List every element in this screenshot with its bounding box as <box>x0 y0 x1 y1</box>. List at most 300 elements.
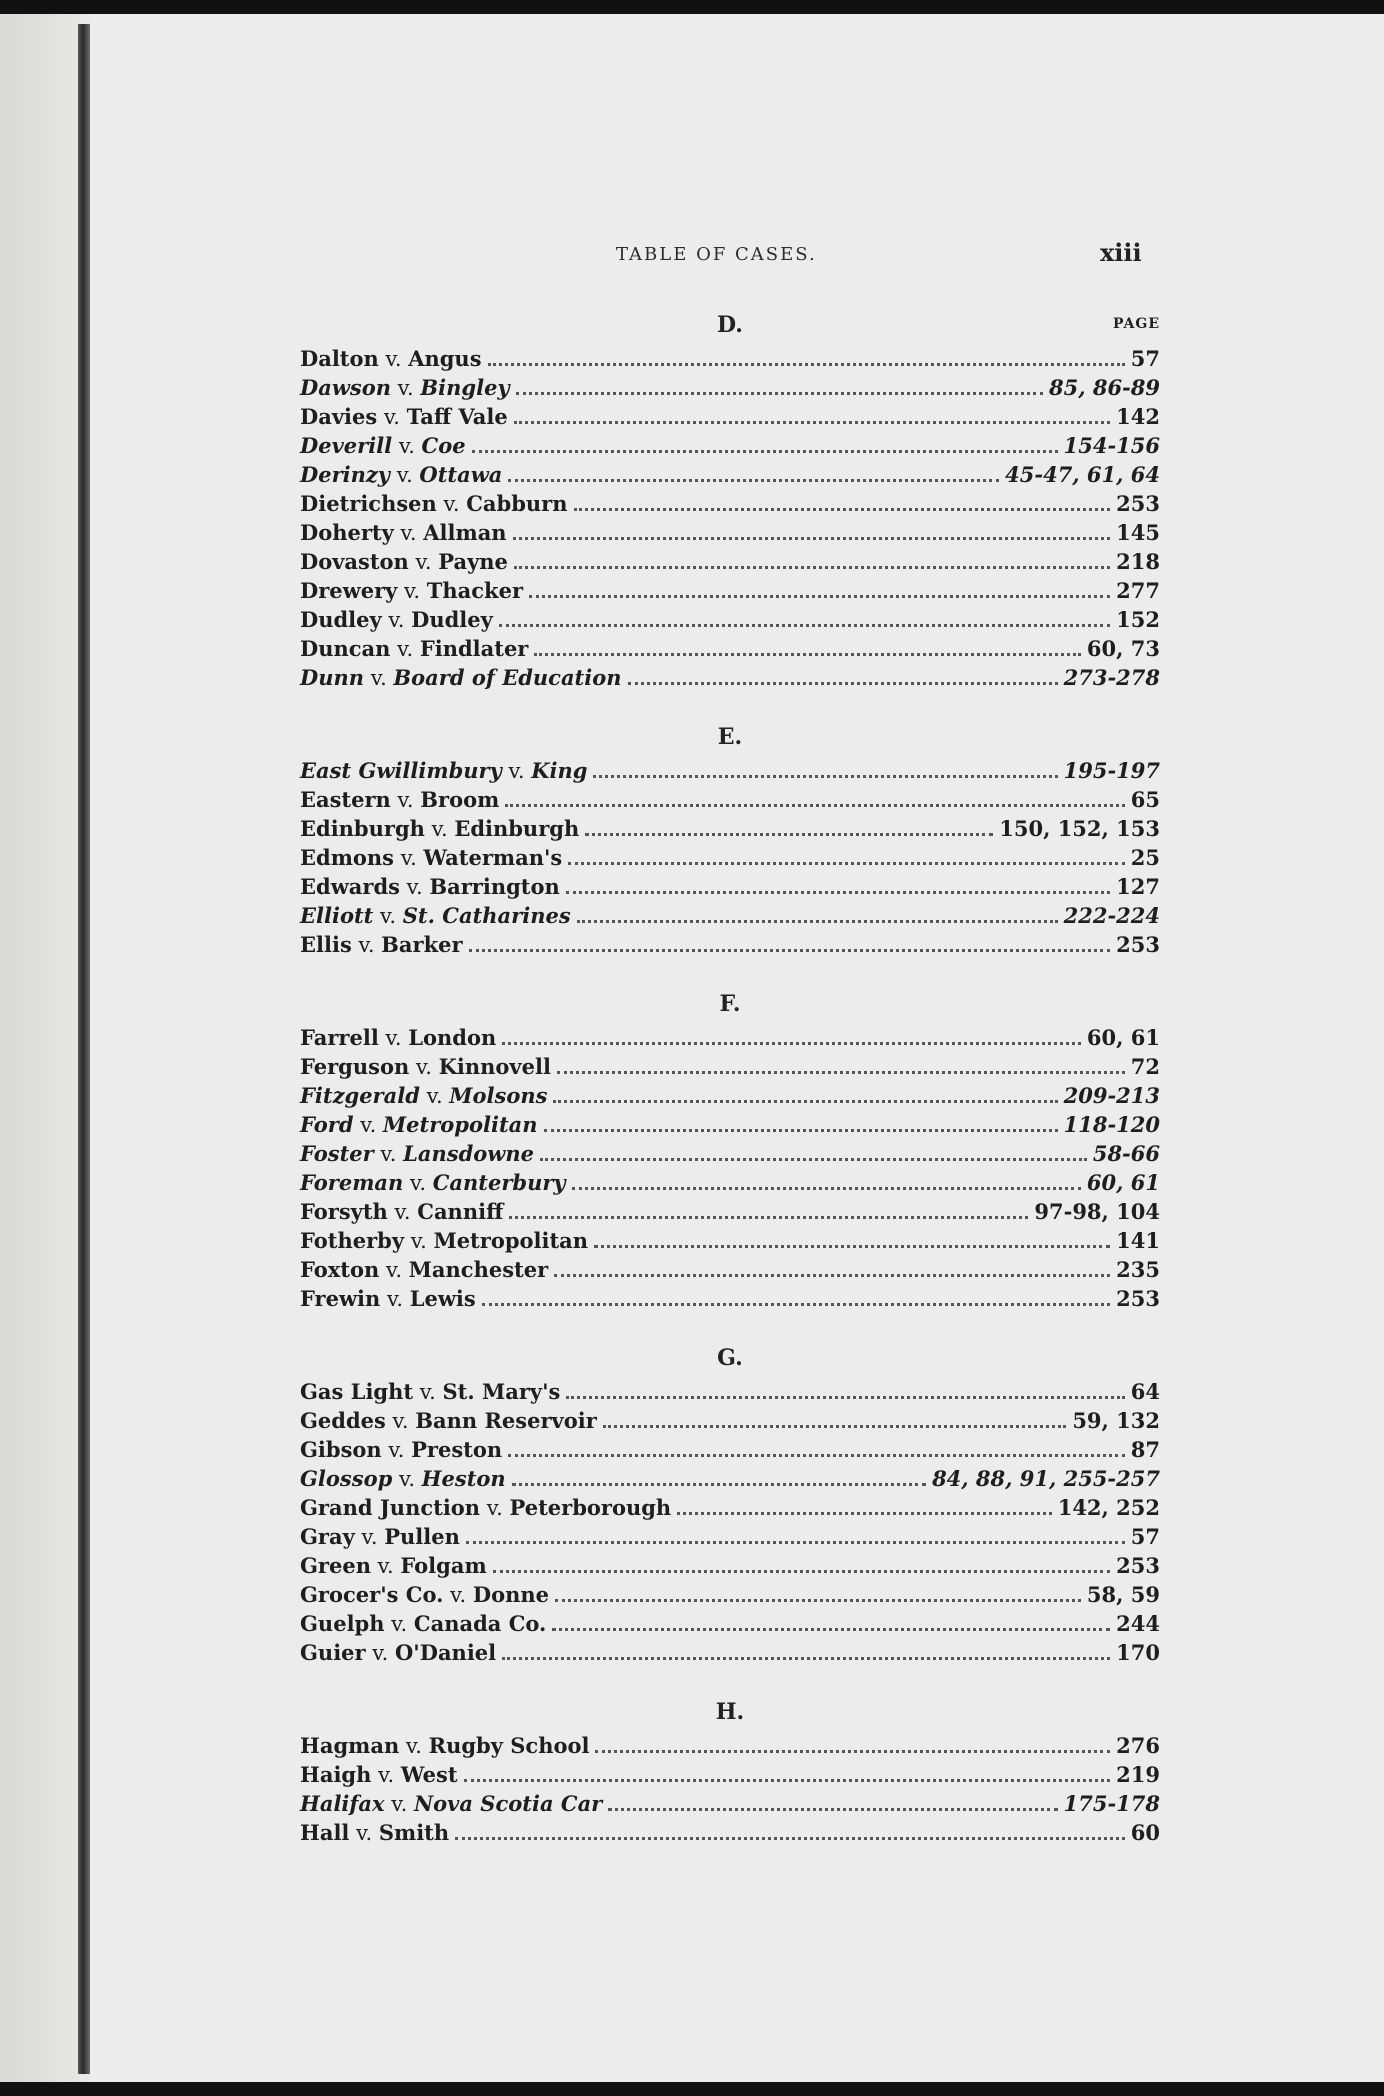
page-references: 57 <box>1130 346 1160 371</box>
plaintiff: East Gwillimbury <box>300 758 502 783</box>
page-references: 45-47, 61, 64 <box>1005 462 1160 487</box>
case-name <box>300 1580 549 1610</box>
section-heading: E. <box>717 724 743 750</box>
versus: v. <box>390 788 421 812</box>
dot-leader <box>603 1425 1067 1428</box>
versus: v. <box>391 376 421 400</box>
case-name <box>300 634 528 664</box>
defendant: Angus <box>408 346 482 371</box>
versus: v. <box>380 1287 410 1311</box>
defendant: Board of Education <box>393 665 622 690</box>
page-references: 141 <box>1116 1228 1160 1253</box>
defendant: Payne <box>438 549 508 574</box>
versus: v. <box>393 521 424 545</box>
case-entry <box>300 1760 1160 1789</box>
case-name <box>300 518 507 548</box>
defendant: Findlater <box>419 636 529 661</box>
case-name <box>300 1377 560 1407</box>
dot-leader <box>572 1187 1081 1190</box>
case-entry <box>300 1522 1160 1551</box>
dot-leader <box>608 1808 1057 1811</box>
page-references: 235 <box>1116 1257 1160 1282</box>
case-name <box>300 605 493 635</box>
defendant: Lewis <box>409 1286 476 1311</box>
case-name <box>300 402 508 432</box>
dot-leader <box>574 508 1111 511</box>
case-entry <box>300 1255 1160 1284</box>
plaintiff: Derinzy <box>300 462 391 487</box>
case-name <box>300 1406 597 1436</box>
versus: v. <box>403 1171 433 1195</box>
defendant: Thacker <box>426 578 524 603</box>
defendant: Waterman's <box>423 845 563 870</box>
case-entry <box>300 1580 1160 1609</box>
versus: v. <box>399 1734 429 1758</box>
case-name <box>300 843 562 873</box>
dot-leader <box>593 775 1057 778</box>
plaintiff: Ford <box>300 1112 354 1137</box>
table-of-cases <box>300 310 1160 1877</box>
case-name <box>300 1023 496 1053</box>
versus: v. <box>371 1554 401 1578</box>
page-references: 142 <box>1116 404 1160 429</box>
plaintiff: Eastern <box>300 787 391 812</box>
defendant: King <box>531 758 588 783</box>
versus: v. <box>349 1821 379 1845</box>
plaintiff: Glossop <box>300 1466 393 1491</box>
versus: v. <box>371 1763 401 1787</box>
versus: v. <box>392 1467 422 1491</box>
case-entry <box>300 814 1160 843</box>
case-entry <box>300 756 1160 785</box>
plaintiff: Dalton <box>300 346 379 371</box>
plaintiff: Davies <box>300 404 378 429</box>
page-references: 209-213 <box>1063 1083 1160 1108</box>
page-references: 218 <box>1116 549 1160 574</box>
case-list <box>300 756 1160 959</box>
versus: v. <box>381 1438 412 1462</box>
case-entry <box>300 1284 1160 1313</box>
plaintiff: Frewin <box>300 1286 381 1311</box>
page-references: 85, 86-89 <box>1048 375 1160 400</box>
dot-leader <box>508 479 999 482</box>
versus: v. <box>419 1084 450 1108</box>
case-entry <box>300 1551 1160 1580</box>
case-name <box>300 489 568 519</box>
case-entry <box>300 431 1160 460</box>
page-references: 118-120 <box>1063 1112 1160 1137</box>
section-heading: H. <box>715 1699 745 1725</box>
plaintiff: Halifax <box>300 1791 385 1816</box>
dot-leader <box>502 1657 1110 1660</box>
case-name <box>300 1197 503 1227</box>
case-name <box>300 431 466 461</box>
page-references: 25 <box>1130 845 1160 870</box>
versus: v. <box>436 492 467 516</box>
case-name <box>300 1493 671 1523</box>
dot-leader <box>553 1100 1057 1103</box>
versus: v. <box>354 1525 385 1549</box>
plaintiff: Fotherby <box>300 1228 405 1253</box>
case-entry <box>300 1464 1160 1493</box>
case-name <box>300 1284 476 1314</box>
plaintiff: Grand Junction <box>300 1495 481 1520</box>
case-entry <box>300 663 1160 692</box>
case-entry <box>300 634 1160 663</box>
case-entry <box>300 1168 1160 1197</box>
dot-leader <box>488 363 1125 366</box>
dot-leader <box>628 682 1058 685</box>
case-name <box>300 1731 589 1761</box>
case-name <box>300 663 622 693</box>
page-references: 59, 132 <box>1072 1408 1160 1433</box>
page-references: 253 <box>1116 932 1160 957</box>
case-entry <box>300 1023 1160 1052</box>
versus: v. <box>443 1583 473 1607</box>
page-references: 273-278 <box>1063 665 1160 690</box>
case-entry <box>300 576 1160 605</box>
case-entry <box>300 547 1160 576</box>
dot-leader <box>544 1129 1058 1132</box>
book-page <box>0 14 1384 2082</box>
defendant: St. Mary's <box>442 1379 561 1404</box>
plaintiff: Foreman <box>300 1170 404 1195</box>
section-f <box>300 989 1160 1313</box>
plaintiff: Dudley <box>300 607 382 632</box>
defendant: Molsons <box>449 1083 548 1108</box>
versus: v. <box>390 463 420 487</box>
versus: v. <box>373 904 403 928</box>
defendant: Donne <box>472 1582 549 1607</box>
defendant: St. Catharines <box>402 903 571 928</box>
defendant: Canterbury <box>432 1170 566 1195</box>
dot-leader <box>505 804 1124 807</box>
defendant: Allman <box>423 520 507 545</box>
versus: v. <box>397 579 427 603</box>
page-references: 87 <box>1130 1437 1160 1462</box>
defendant: Kinnovell <box>438 1054 551 1079</box>
plaintiff: Hagman <box>300 1733 400 1758</box>
case-entry <box>300 1638 1160 1667</box>
case-name <box>300 872 560 902</box>
case-name <box>300 1464 506 1494</box>
page-references: 58, 59 <box>1086 1582 1160 1607</box>
plaintiff: Foster <box>300 1141 374 1166</box>
dot-leader <box>499 624 1110 627</box>
page-references: 152 <box>1116 607 1160 632</box>
page-references: 277 <box>1116 578 1160 603</box>
case-name <box>300 547 508 577</box>
versus: v. <box>399 875 430 899</box>
page-references: 219 <box>1116 1762 1160 1787</box>
dot-leader <box>466 1541 1125 1544</box>
case-entry <box>300 373 1160 402</box>
versus: v. <box>378 1026 409 1050</box>
plaintiff: Grocer's Co. <box>300 1582 444 1607</box>
case-entry <box>300 344 1160 373</box>
dot-leader <box>577 920 1058 923</box>
plaintiff: Edwards <box>300 874 400 899</box>
versus: v. <box>394 846 424 870</box>
defendant: Bann Reservoir <box>415 1408 597 1433</box>
page-references: 97-98, 104 <box>1034 1199 1160 1224</box>
versus: v. <box>390 637 420 661</box>
dot-leader <box>555 1599 1081 1602</box>
defendant: London <box>408 1025 497 1050</box>
plaintiff: Duncan <box>300 636 391 661</box>
case-entry <box>300 1377 1160 1406</box>
case-name <box>300 1255 548 1285</box>
versus: v. <box>409 1055 439 1079</box>
dot-leader <box>534 653 1081 656</box>
case-entry <box>300 1731 1160 1760</box>
case-name <box>300 1435 502 1465</box>
defendant: Canniff <box>417 1199 504 1224</box>
case-name <box>300 1789 602 1819</box>
dot-leader <box>585 833 993 836</box>
defendant: Barker <box>381 932 463 957</box>
page-references: 253 <box>1116 491 1160 516</box>
page-references: 244 <box>1116 1611 1160 1636</box>
defendant: Manchester <box>408 1257 549 1282</box>
defendant: Dudley <box>411 607 493 632</box>
defendant: West <box>400 1762 458 1787</box>
section-e <box>300 722 1160 959</box>
page-references: 127 <box>1116 874 1160 899</box>
versus: v. <box>353 1113 383 1137</box>
case-entry <box>300 518 1160 547</box>
case-name <box>300 930 463 960</box>
dot-leader <box>554 1274 1110 1277</box>
page-references: 170 <box>1116 1640 1160 1665</box>
versus: v. <box>424 817 455 841</box>
dot-leader <box>677 1512 1052 1515</box>
case-entry <box>300 1818 1160 1847</box>
case-entry <box>300 605 1160 634</box>
versus: v. <box>413 1380 443 1404</box>
defendant: Pullen <box>384 1524 460 1549</box>
page-references: 150, 152, 153 <box>999 816 1160 841</box>
defendant: Coe <box>421 433 466 458</box>
page-references: 175-178 <box>1063 1791 1160 1816</box>
plaintiff: Gray <box>300 1524 355 1549</box>
case-name <box>300 1551 487 1581</box>
section-heading: F. <box>719 991 741 1017</box>
dot-leader <box>514 421 1110 424</box>
case-name <box>300 901 571 931</box>
case-entry <box>300 1139 1160 1168</box>
plaintiff: Geddes <box>300 1408 386 1433</box>
case-entry <box>300 1789 1160 1818</box>
page-references: 58-66 <box>1092 1141 1160 1166</box>
page-references: 145 <box>1116 520 1160 545</box>
dot-leader <box>516 392 1043 395</box>
dot-leader <box>482 1303 1110 1306</box>
case-name <box>300 1760 458 1790</box>
running-head: TABLE OF CASES. <box>616 244 817 265</box>
dot-leader <box>455 1837 1125 1840</box>
defendant: Bingley <box>420 375 510 400</box>
page-column-label: PAGE <box>1113 316 1160 332</box>
page-references: 142, 252 <box>1057 1495 1160 1520</box>
versus: v. <box>373 1142 404 1166</box>
case-entry <box>300 1435 1160 1464</box>
case-entry <box>300 1110 1160 1139</box>
plaintiff: Dovaston <box>300 549 409 574</box>
dot-leader <box>514 566 1110 569</box>
case-name <box>300 756 587 786</box>
case-name <box>300 814 579 844</box>
case-name <box>300 1081 547 1111</box>
section-d <box>300 310 1160 692</box>
case-name <box>300 1226 588 1256</box>
case-entry <box>300 402 1160 431</box>
defendant: Taff Vale <box>406 404 508 429</box>
page-references: 222-224 <box>1063 903 1160 928</box>
case-entry <box>300 930 1160 959</box>
page-references: 154-156 <box>1063 433 1160 458</box>
plaintiff: Fitzgerald <box>300 1083 420 1108</box>
defendant: Peterborough <box>509 1495 672 1520</box>
dot-leader <box>508 1454 1125 1457</box>
defendant: Folgam <box>400 1553 487 1578</box>
plaintiff: Gas Light <box>300 1379 414 1404</box>
case-entry <box>300 843 1160 872</box>
plaintiff: Deverill <box>300 433 393 458</box>
case-entry <box>300 1609 1160 1638</box>
versus: v. <box>384 1612 414 1636</box>
page-references: 60, 61 <box>1086 1170 1160 1195</box>
plaintiff: Edmons <box>300 845 395 870</box>
plaintiff: Green <box>300 1553 371 1578</box>
versus: v. <box>377 405 407 429</box>
dot-leader <box>529 595 1110 598</box>
plaintiff: Elliott <box>300 903 374 928</box>
case-name <box>300 576 523 606</box>
case-entry <box>300 460 1160 489</box>
dot-leader <box>566 891 1110 894</box>
defendant: Heston <box>421 1466 506 1491</box>
defendant: Cabburn <box>466 491 568 516</box>
versus: v. <box>351 933 382 957</box>
plaintiff: Edinburgh <box>300 816 425 841</box>
defendant: Canada Co. <box>413 1611 547 1636</box>
case-name <box>300 1052 551 1082</box>
dot-leader <box>464 1779 1111 1782</box>
page-references: 57 <box>1130 1524 1160 1549</box>
plaintiff: Dietrichsen <box>300 491 437 516</box>
page-references: 195-197 <box>1063 758 1160 783</box>
section-heading: G. <box>717 1345 743 1371</box>
dot-leader <box>557 1071 1125 1074</box>
plaintiff: Ellis <box>300 932 352 957</box>
page-references: 84, 88, 91, 255-257 <box>932 1466 1160 1491</box>
page-number: xiii <box>1100 238 1142 267</box>
page-references: 60 <box>1130 1820 1160 1845</box>
versus: v. <box>384 1792 414 1816</box>
page-references: 65 <box>1130 787 1160 812</box>
case-name <box>300 460 502 490</box>
case-entry <box>300 1052 1160 1081</box>
plaintiff: Doherty <box>300 520 394 545</box>
dot-leader <box>502 1042 1081 1045</box>
case-list <box>300 344 1160 692</box>
facing-page-edge <box>0 14 80 2082</box>
plaintiff: Gibson <box>300 1437 382 1462</box>
dot-leader <box>540 1158 1087 1161</box>
defendant: Lansdowne <box>403 1141 534 1166</box>
case-name <box>300 1139 534 1169</box>
case-name <box>300 1168 566 1198</box>
plaintiff: Foxton <box>300 1257 380 1282</box>
versus: v. <box>387 1200 418 1224</box>
plaintiff: Drewery <box>300 578 398 603</box>
versus: v. <box>408 550 439 574</box>
versus: v. <box>379 1258 409 1282</box>
versus: v. <box>364 666 394 690</box>
defendant: Edinburgh <box>454 816 580 841</box>
defendant: Metropolitan <box>433 1228 589 1253</box>
case-entry <box>300 1081 1160 1110</box>
case-name <box>300 1522 460 1552</box>
case-name <box>300 1110 538 1140</box>
case-name <box>300 1609 546 1639</box>
dot-leader <box>469 949 1111 952</box>
defendant: Metropolitan <box>382 1112 538 1137</box>
versus: v. <box>501 759 532 783</box>
dot-leader <box>512 1483 926 1486</box>
dot-leader <box>594 1245 1110 1248</box>
case-entry <box>300 1493 1160 1522</box>
defendant: Broom <box>420 787 500 812</box>
page-references: 72 <box>1130 1054 1160 1079</box>
plaintiff: Dunn <box>300 665 365 690</box>
versus: v. <box>480 1496 510 1520</box>
plaintiff: Guelph <box>300 1611 385 1636</box>
page-references: 60, 73 <box>1086 636 1160 661</box>
page-references: 253 <box>1116 1286 1160 1311</box>
defendant: Nova Scotia Car <box>413 1791 603 1816</box>
case-list <box>300 1377 1160 1667</box>
dot-leader <box>552 1628 1110 1631</box>
page-references: 64 <box>1130 1379 1160 1404</box>
dot-leader <box>493 1570 1110 1573</box>
case-entry <box>300 1197 1160 1226</box>
defendant: O'Daniel <box>395 1640 497 1665</box>
case-name <box>300 785 499 815</box>
plaintiff: Farrell <box>300 1025 379 1050</box>
defendant: Rugby School <box>428 1733 590 1758</box>
defendant: Ottawa <box>419 462 503 487</box>
versus: v. <box>378 347 409 371</box>
plaintiff: Guier <box>300 1640 366 1665</box>
plaintiff: Hall <box>300 1820 350 1845</box>
section-g <box>300 1343 1160 1667</box>
case-name <box>300 344 482 374</box>
dot-leader <box>595 1750 1110 1753</box>
dot-leader <box>472 450 1058 453</box>
page-references: 60, 61 <box>1086 1025 1160 1050</box>
versus: v. <box>385 1409 416 1433</box>
dot-leader <box>509 1216 1028 1219</box>
case-entry <box>300 785 1160 814</box>
page-references: 253 <box>1116 1553 1160 1578</box>
dot-leader <box>568 862 1125 865</box>
page-references: 276 <box>1116 1733 1160 1758</box>
case-list <box>300 1731 1160 1847</box>
defendant: Preston <box>411 1437 503 1462</box>
plaintiff: Forsyth <box>300 1199 388 1224</box>
